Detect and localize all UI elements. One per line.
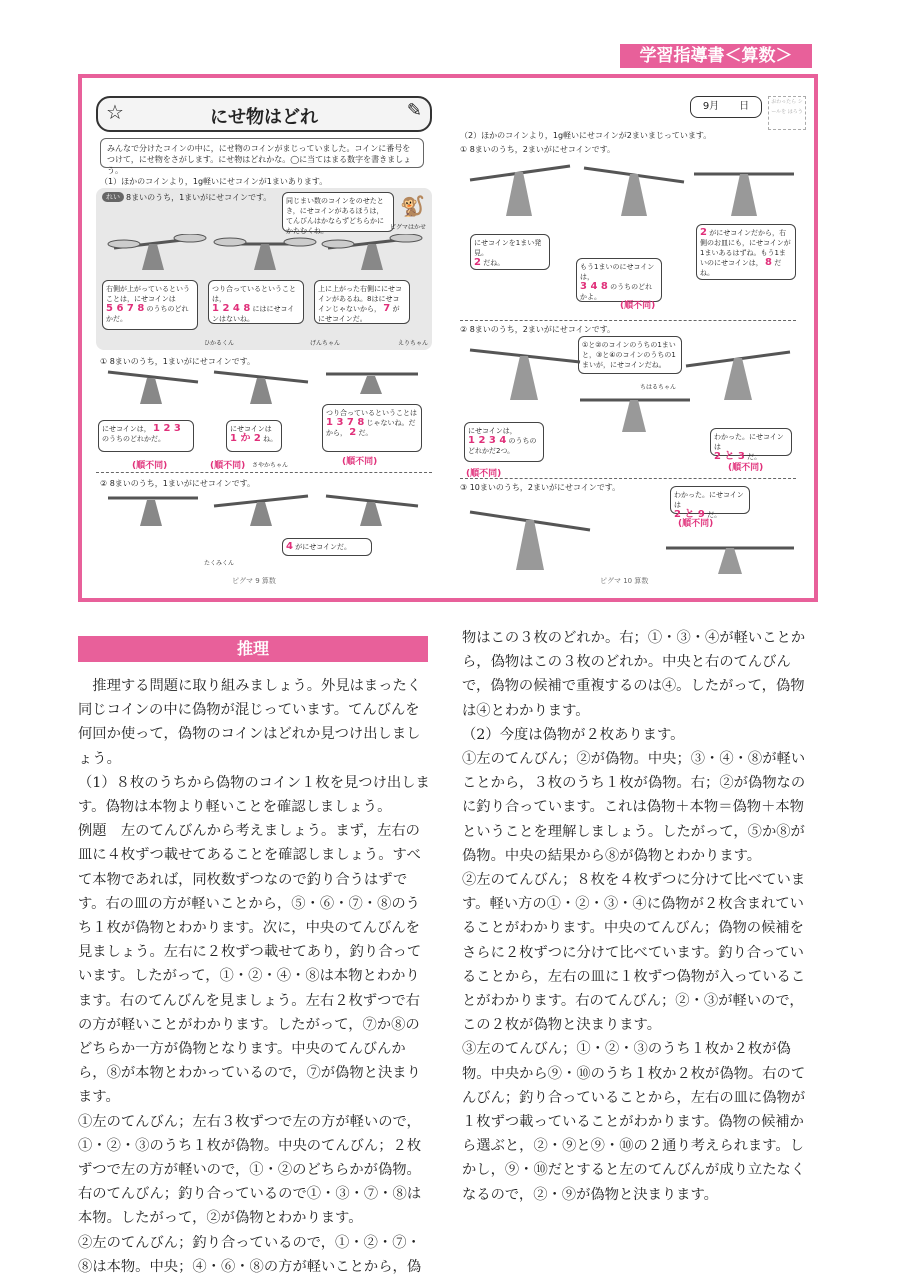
q2-1-bubble-3 (696, 224, 796, 280)
balance-scale-icon (108, 372, 198, 404)
part-1-bubble-3 (322, 404, 422, 452)
example-label: れい (102, 192, 124, 202)
name-gen: げんちゃん (310, 340, 341, 347)
part-1-bubble-1-answer: 1 2 3 (153, 423, 181, 434)
part-2-bubble-answer: 4 (286, 541, 293, 552)
intro-box (100, 138, 424, 175)
pencil-icon: ✎ (406, 100, 422, 121)
left-paragraph: ②左のてんびん；釣り合っているので，①・②・⑦・⑧は本物。中央；④・⑥・⑧の方が軽いことから，偽 (78, 1234, 422, 1275)
part-2-bubble-end: がにせコインだ。 (295, 543, 351, 551)
balance-scale-icon (108, 498, 198, 526)
balance-scale-icon (470, 166, 570, 216)
q2-1-bubble-1 (470, 234, 550, 270)
title-box (96, 96, 432, 132)
right-paragraph: （2）今度は偽物が２枚あります。 (462, 726, 685, 743)
balance-scale-icon (686, 352, 790, 400)
part-1-bubble-2-end: ね。 (263, 435, 278, 443)
example-text: 8まいのうち，1まいがにせコインです。 (126, 193, 272, 202)
example-bubble-2-answer: 1 2 4 8 (212, 303, 251, 314)
q2-2-bubble-3 (710, 428, 792, 462)
part-2-bubble (282, 538, 372, 556)
star-icon: ☆ (106, 100, 124, 124)
worksheet-right-page (460, 88, 803, 588)
part-2-scales (102, 492, 422, 532)
q2-1-bubble-1-end: だね。 (483, 259, 505, 267)
balance-scale-icon (694, 174, 794, 216)
example-box (96, 188, 432, 350)
example-bubble-1-end: のうちのどれかだ。 (106, 305, 189, 323)
intro-line1: みんなで分けたコインの中に，にせ物のコインがまじっていました。コインに番号を (107, 144, 411, 153)
example-bubble-1 (102, 280, 198, 330)
example-scales (104, 234, 424, 274)
balance-scale-icon (322, 234, 422, 270)
part-1-bubble-3-answer: 1 3 7 8 (326, 417, 365, 428)
balance-scale-icon (326, 374, 418, 394)
separator (460, 320, 796, 321)
teacher-bubble: 同じまい数のコインをのせたとき，にせコインがあるほうは，てんびんはかならずどちらかにかたむくね。 (282, 192, 394, 232)
part-2-label: ② 8まいのうち，1まいがにせコインです。 (100, 479, 256, 488)
q2-1-bubble-2-answer: 3 4 8 (580, 281, 608, 292)
name-takumi: たくみくん (204, 560, 235, 567)
intro-line2: つけて，にせ物をさがします。にせ物はどれかな。◯に当てはまる数字を書きましょう。 (107, 155, 412, 175)
separator (460, 478, 796, 479)
balance-scale-icon (326, 496, 418, 526)
q2-1-bubble-3-text: がにせコインだから，右側のお皿にも，にせコインが1まいあるはずね。もう1まいのにせコインは， (700, 229, 791, 267)
page-number-left: ピグマ 9 算数 (232, 577, 276, 585)
q2-part-1-label: ① 8まいのうち，2まいがにせコインです。 (460, 145, 616, 154)
q2-1-bubble-1-text: にせコインを1まい発見。 (474, 239, 542, 257)
q2-2-bubble-2-answer: 1 2 3 4 (468, 435, 507, 446)
example-bubble-3-end: がにせコインだ。 (318, 305, 400, 323)
part-1-bubble-1-text: にせコインは， (102, 425, 151, 433)
balance-scale-icon (580, 400, 690, 432)
q2-2-bubble-1: ①と②のコインのうちの1まいと，③と④のコインのうちの1まいが，にせコインだね。 (578, 336, 682, 374)
q2-part-2-label: ② 8まいのうち，2まいがにせコインです。 (460, 325, 616, 334)
order-note-5: (順不同) (466, 469, 502, 479)
q2-part-3-label: ③ 10まいのうち，2まいがにせコインです。 (460, 483, 621, 492)
part-1-bubble-1 (98, 420, 194, 452)
q2-2-bubble-3-end: だ。 (747, 453, 762, 461)
part-1-bubble-3-answer-2: 2 (349, 427, 357, 438)
q2-2-bubble-2 (464, 422, 544, 462)
question-1: （1）ほかのコインより，1g軽いにせコインが1まいあります。 (100, 177, 328, 186)
part-1-label: ① 8まいのうち，1まいがにせコインです。 (100, 357, 256, 366)
sticker-box: おわったら シールを はろう (768, 96, 806, 130)
q2-3-bubble-answer: 2 と 9 (674, 509, 705, 520)
right-paragraph: 物はこの３枚のどれか。右；①・③・④が軽いことから，偽物はこの３枚のどれか。中央と右のてんびんで，偽物の候補で重複するのは④。したがって，偽物は④とわかります。 (462, 630, 806, 719)
right-paragraph: ③左のてんびん；①・②・③のうち１枚か２枚が偽物。中央から⑨・⑩のうち１枚か２枚が偽物。右のてんびん；釣り合っていることから，左右の皿に偽物が１枚ずつ載っていることがわかります。偽物の候補から選ぶと，②・⑨と⑨・⑩の２通り考えられます。しかし，⑨・⑩だとすると左のてんびんが成り立たなくなるので，②・⑨が偽物と決まります。 (462, 1041, 806, 1203)
balance-scale-icon (108, 234, 206, 270)
example-bubble-2 (208, 280, 304, 324)
example-bubble-3-text: 上に上がった右側ににせコインがあるね。8はにせコインじゃないから， (318, 285, 402, 313)
right-paragraph: ②左のてんびん；８枚を４枚ずつに分けて比べています。軽い方の①・②・③・④に偽物が２枚含まれていることがわかります。中央のてんびん；偽物の候補をさらに２枚ずつに分けて比べています。釣り合っていることから，左右の皿に１枚ずつ偽物が入っていることがわかります。右のてんびん；②・③が軽いので，この２枚が偽物と決まります。 (462, 872, 806, 1034)
q2-2-bubble-3-answer: 2 と 3 (714, 451, 745, 462)
q2-3-bubble-text: わかった。にせコインは (674, 491, 744, 509)
part-1-bubble-3-text: つり合っているということは (326, 409, 417, 417)
q2-1-bubble-3-end: だね。 (700, 259, 782, 277)
name-eri: えりちゃん (398, 340, 429, 347)
left-paragraph: 例題 左のてんびんから考えましょう。まず，左右の皿に４枚ずつ載せてあることを確認しましょう。すべて本物であれば，同枚数ずつなので釣り合うはずです。右の皿の方が軽いことから，⑤・⑥・⑦・⑧のうち１枚が偽物とわかります。次に，中央のてんびんを見ましょう。左右に２枚ずつ載せてあり，釣り合っています。したがって，①・②・④・⑧は本物とわかります。右のてんびんを見ましょう。左右２枚ずつで右の方が軽いことがわかります。したがって，⑦か⑧のどちらか一方が偽物となります。中央のてんびんから，⑧が本物とわかっているので，⑦が偽物と決まります。 (78, 823, 422, 1106)
part-1-bubble-3-end: じゃないね。だから， (326, 419, 416, 437)
worksheet-title: にせ物はどれ (210, 107, 318, 128)
q2-1-bubble-2-text: もう1まいのにせコインは， (580, 263, 655, 281)
q2-1-bubble-3-answer-2: 8 (765, 257, 772, 268)
balance-scale-icon (470, 512, 590, 570)
right-paragraph: ①左のてんびん；②が偽物。中央；③・④・⑧が軽いことから，３枚のうち１枚が偽物。右；②が偽物なのに釣り合っています。これは偽物＋本物＝偽物＋本物ということを理解しましょう。したがって，⑤か⑧が偽物。中央の結果から⑧が偽物とわかります。 (462, 751, 806, 864)
balance-scale-icon (666, 548, 794, 574)
part-1-bubble-2-text: にせコインは (230, 425, 272, 433)
part-1-bubble-2-answer: 1 か 2 (230, 433, 261, 444)
part-1-scales (102, 368, 422, 408)
q2-part-3-scales (460, 500, 800, 576)
name-chiharu: ちはるちゃん (640, 384, 677, 391)
q2-part-1-scales (460, 160, 800, 220)
left-paragraph: ①左のてんびん；左右３枚ずつで左の方が軽いので，①・②・③のうち１枚が偽物。中央のてんびん；２枚ずつで左の方が軽いので，①・②のどちらかが偽物。右のてんびん；釣り合っているので①・③・⑦・⑧は本物。したがって，②が偽物とわかります。 (78, 1113, 422, 1227)
question-2: （2）ほかのコインより，1g軽いにせコインが2まいまじっています。 (460, 131, 712, 140)
q2-3-bubble-end: だ。 (707, 511, 722, 519)
example-bubble-3-answer: 7 (383, 303, 391, 314)
order-note-1: (順不同) (132, 461, 168, 471)
q2-1-bubble-3-answer: 2 (700, 227, 707, 238)
worksheet-frame (78, 74, 818, 602)
balance-scale-icon (470, 350, 580, 400)
q2-2-bubble-2-text: にせコインは， (468, 427, 517, 435)
example-bubble-1-text: 右側が上がっているということは，にせコインは (106, 285, 190, 303)
left-paragraph: 推理する問題に取り組みましょう。外見はまったく同じコインの中に偽物が混じっています。てんびんを何回か使って，偽物のコインはどれか見つけ出しましょう。 (78, 678, 422, 767)
left-paragraph: （1）８枚のうちから偽物のコイン１枚を見つけ出します。偽物は本物より軽いことを確認しましょう。 (78, 774, 430, 816)
order-note-2: (順不同) (210, 461, 246, 471)
worksheet-left-page (92, 88, 432, 588)
balance-scale-icon (214, 372, 308, 404)
q2-1-bubble-1-answer: 2 (474, 257, 481, 268)
part-1-bubble-3-end-2: だ。 (358, 429, 373, 437)
teacher-name: ピグマはかせ (390, 224, 427, 231)
part-1-bubble-1-end: のうちのどれかだ。 (102, 435, 165, 443)
order-note-3: (順不同) (342, 457, 378, 467)
example-bubble-3 (314, 280, 410, 324)
guide-header-tag: 学習指導書＜算数＞ (620, 44, 812, 68)
left-text-column (78, 674, 430, 1279)
part-1-bubble-2 (226, 420, 282, 452)
page-number-right: ピグマ 10 算数 (600, 577, 649, 585)
q2-2-bubble-2-end: のうちのどれかだ2つ。 (468, 437, 537, 455)
order-note-4: (順不同) (620, 301, 656, 311)
q2-part-2-scales (460, 344, 800, 434)
order-note-6: (順不同) (728, 463, 764, 473)
balance-scale-icon (214, 238, 316, 270)
q2-1-bubble-2-end: のうちのどれかよ。 (580, 283, 653, 301)
example-bubble-2-text: つり合っているということは， (212, 285, 296, 303)
right-text-column (462, 626, 814, 1207)
section-title: 推理 (78, 636, 428, 662)
balance-scale-icon (214, 496, 308, 526)
teacher-avatar: 🐒 (400, 194, 425, 218)
date-field: 9月 日 (690, 96, 762, 118)
q2-2-bubble-3-text: わかった。にせコインは (714, 433, 784, 451)
q2-1-bubble-2 (576, 258, 662, 302)
name-sayaka: さやかちゃん (252, 462, 289, 469)
example-bubble-1-answer: 5 6 7 8 (106, 303, 145, 314)
separator (96, 472, 432, 473)
order-note-7: (順不同) (678, 519, 714, 529)
example-bubble-2-end: にはにせコインはないね。 (212, 305, 295, 323)
name-hikaru: ひかるくん (204, 340, 235, 347)
balance-scale-icon (584, 168, 684, 216)
